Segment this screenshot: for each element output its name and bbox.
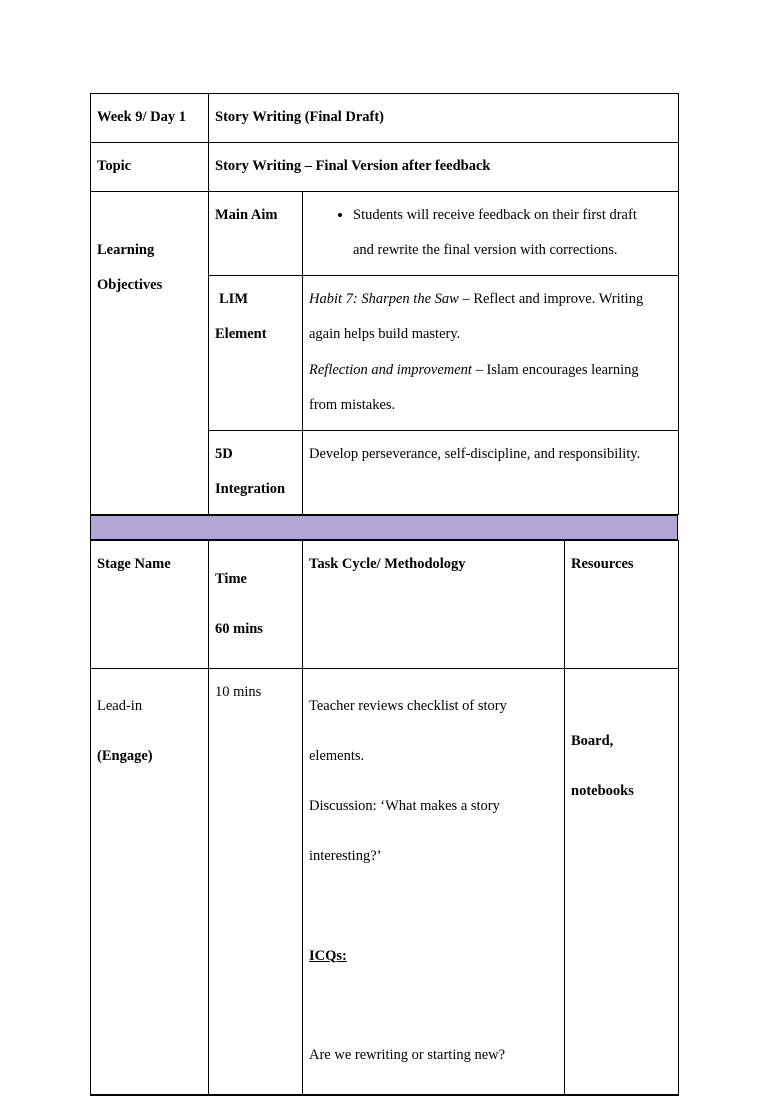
task-line3: Discussion: ‘What makes a story [309, 798, 500, 814]
learning-objectives-label-line1: Learning [97, 241, 155, 258]
task-spacer-2 [309, 989, 558, 1024]
week-day-cell: Week 9/ Day 1 [91, 94, 209, 143]
resources-line1: Board, [571, 733, 614, 749]
main-aim-label: Main Aim [209, 191, 303, 275]
stage-name-sub: (Engage) [97, 748, 153, 764]
lim-habit-line2: again helps build mastery. [309, 326, 461, 342]
stage-name-header: Stage Name [91, 541, 209, 669]
lim-reflection-italic: Reflection and improvement [309, 361, 472, 378]
task-cycle-header: Task Cycle/ Methodology [303, 541, 565, 669]
time-header-line2: 60 mins [215, 620, 263, 637]
main-aim-cell [303, 191, 679, 275]
integration-label-line1: 5D [215, 445, 233, 462]
resources-line2: notebooks [571, 783, 634, 799]
learning-objectives-label-line2: Objectives [97, 277, 163, 293]
topic-label: Topic [91, 143, 209, 192]
lim-habit-rest-line1: – Reflect and improve. Writing [458, 290, 644, 307]
lim-habit-line1 [309, 282, 672, 318]
stage-task-cell [303, 668, 565, 1095]
stage-name-cell [91, 668, 209, 1095]
icq-question: Are we rewriting or starting new? [309, 1047, 506, 1063]
integration-label [209, 430, 303, 514]
lim-element-label [209, 275, 303, 430]
task-spacer [309, 889, 558, 924]
stage-name: Lead-in [97, 698, 143, 714]
lim-reflection-rest-line1: – Islam encourages learning [471, 361, 639, 378]
section-divider-bar [90, 514, 678, 540]
lim-element-cell [303, 275, 679, 430]
integration-label-line2: Integration [215, 481, 286, 497]
lim-label-line1: LIM [219, 290, 248, 307]
stages-table [90, 540, 679, 1096]
main-aim-bullet [353, 198, 672, 269]
stage-time-cell: 10 mins [209, 668, 303, 1095]
integration-cell: Develop perseverance, self-discipline, and responsibility. [303, 430, 679, 514]
task-line4: interesting?’ [309, 848, 382, 864]
lesson-plan-table [90, 93, 679, 515]
learning-objectives-label [91, 191, 209, 514]
time-header [209, 541, 303, 669]
main-aim-line1: Students will receive feedback on their first draft [353, 206, 637, 223]
lim-habit-italic: Habit 7: Sharpen the Saw [309, 290, 459, 307]
main-aim-line2: and rewrite the final version with corrections. [353, 242, 618, 258]
topic-cell: Story Writing – Final Version after feedback [209, 143, 679, 192]
resources-header: Resources [565, 541, 679, 669]
task-line1: Teacher reviews checklist of story [309, 698, 507, 714]
time-header-line1: Time [215, 570, 247, 587]
stage-resources-cell [565, 668, 679, 1095]
icqs-label: ICQs: [309, 947, 347, 964]
task-line2: elements. [309, 748, 365, 764]
lim-reflection-line2: from mistakes. [309, 397, 396, 413]
lim-label-line2: Element [215, 326, 267, 342]
lesson-title-cell: Story Writing (Final Draft) [209, 94, 679, 143]
lim-reflection-line1 [309, 353, 672, 389]
